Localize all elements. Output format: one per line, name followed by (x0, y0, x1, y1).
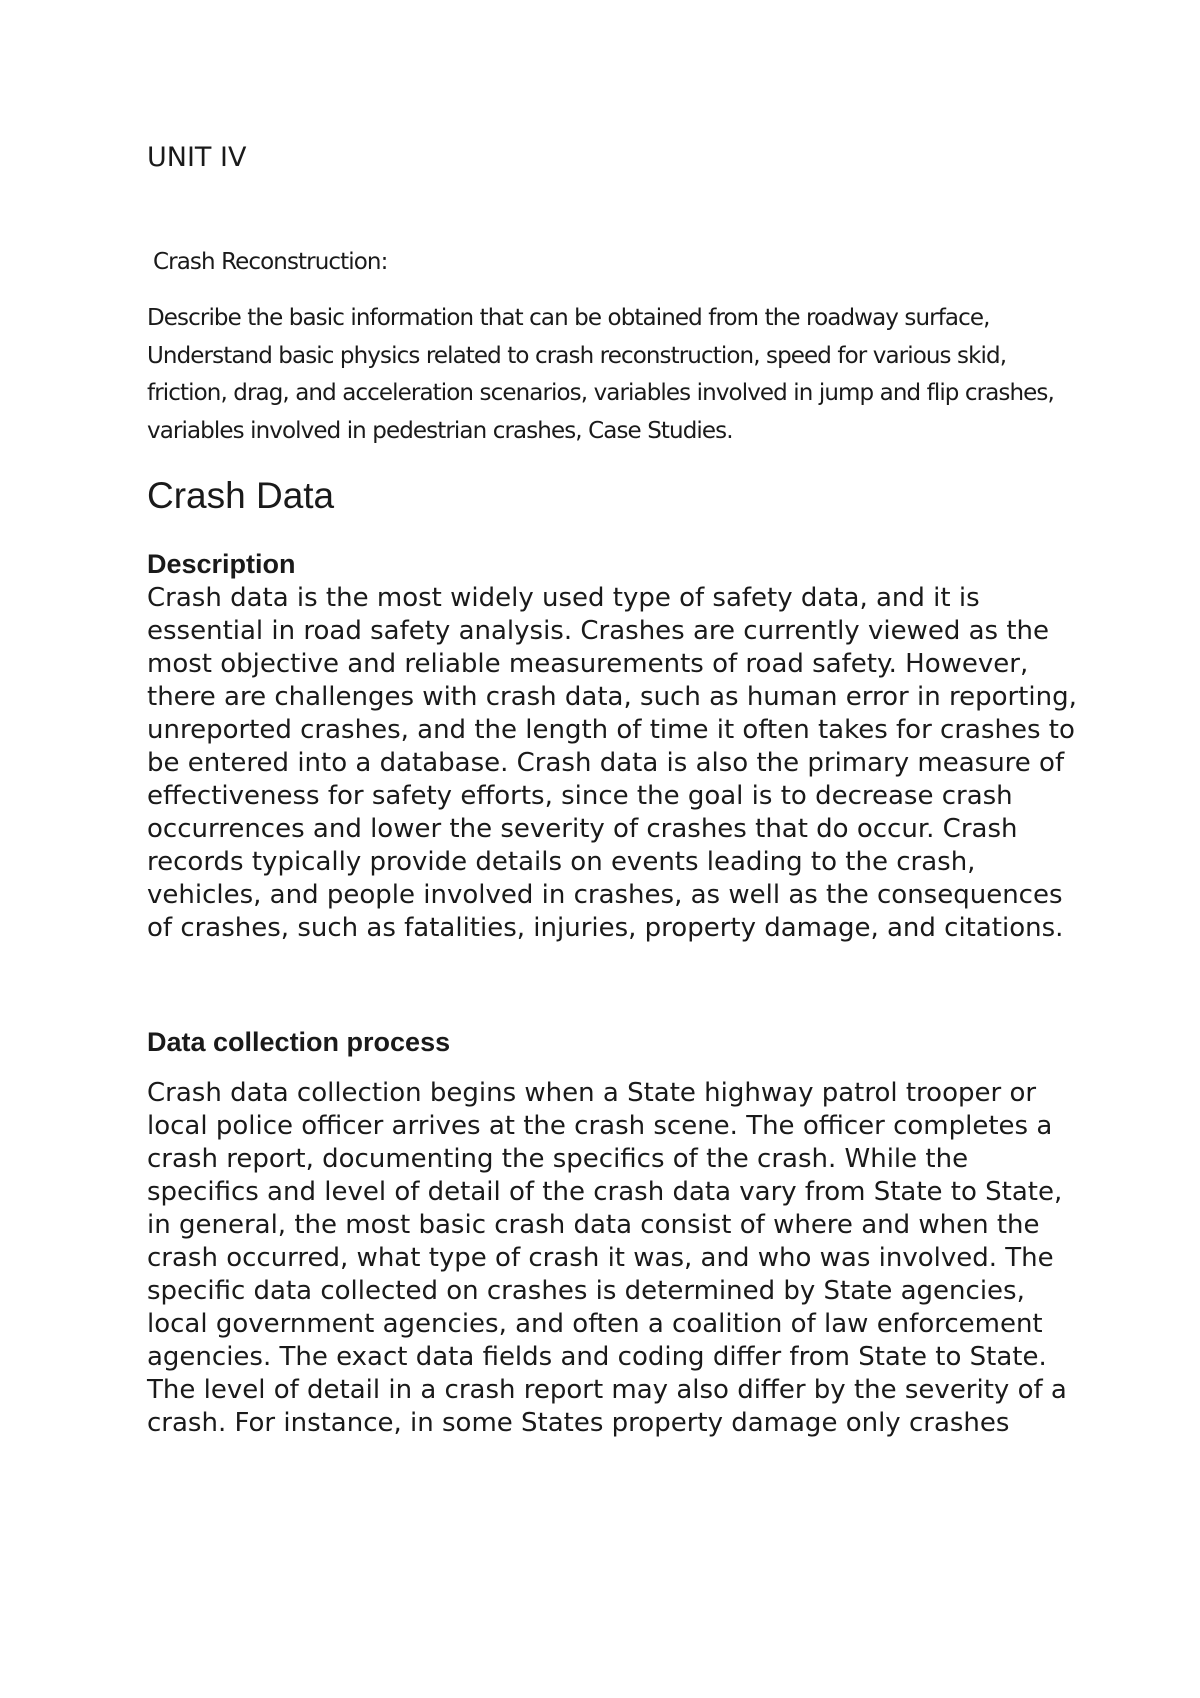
description-paragraph: Crash data is the most widely used type of safety data, and it is essential in road safety analysis. Crashes are currently viewed as the most objective and reliable measurements of road safety. However, there are challenges with crash data, such as human error in reporting, unreported crashes, and the length of time it often takes for crashes to be entered into a database. Crash data is also the primary measure of effectiveness for safety efforts, since the goal is to decrease crash occurrences and lower the severity of crashes that do occur. Crash records typically provide details on events leading to the crash, vehicles, and people involved in crashes, as well as the consequences of crashes, such as fatalities, injuries, property damage, and citations. (147, 583, 1077, 943)
unit-title: UNIT IV (147, 142, 247, 173)
data-collection-heading: Data collection process (147, 1027, 451, 1057)
section-title: Crash Data (147, 475, 335, 516)
data-collection-paragraph: Crash data collection begins when a State highway patrol trooper or local police officer arrives at the crash scene. The officer completes a crash report, documenting the specifics of the crash. While the specifics and level of detail of the crash data vary from State to State, in general, the most basic crash data consist of where and when the crash occurred, what type of crash it was, and who was involved. The specific data collected on crashes is determined by State agencies, local government agencies, and often a coalition of law enforcement agencies. The exact data fields and coding differ from State to State. The level of detail in a crash report may also differ by the severity of a crash. For instance, in some States property damage only crashes (147, 1078, 1067, 1438)
syllabus-heading: Crash Reconstruction: (153, 249, 388, 275)
description-heading: Description (147, 549, 296, 579)
syllabus-body: Describe the basic information that can be obtained from the roadway surface, Understand basic physics related to crash reconstruction, speed for various skid, friction, drag, and acceleration scenarios, variables involved in jump and flip crashes, variables involved in pedestrian crashes, Case Studies. (147, 305, 1054, 444)
syllabus-block (147, 246, 1067, 450)
